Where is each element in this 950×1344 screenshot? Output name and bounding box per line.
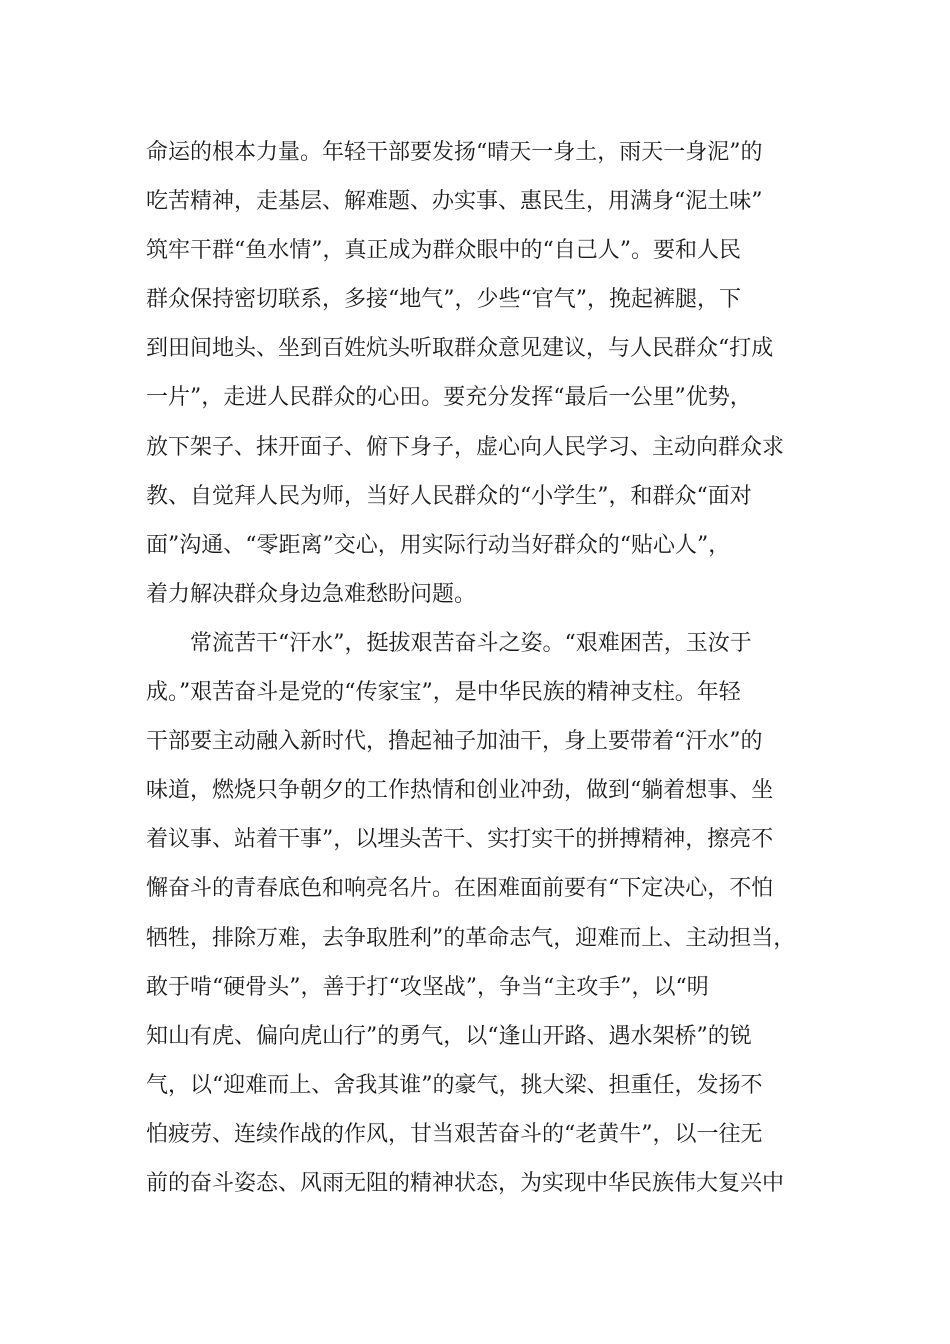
text-line: 命运的根本力量。年轻干部要发扬“晴天一身土，雨天一身泥”的: [146, 140, 763, 165]
text-line: 吃苦精神，走基层、解难题、办实事、惠民生，用满身“泥土味”: [146, 189, 763, 215]
paragraph: [146, 128, 826, 619]
text-line: 知山有虎、偏向虎山行”的勇气，以“逢山开路、遇水架桥”的锐: [146, 1023, 752, 1049]
text-line: 一片”，走进人民群众的心田。要充分发挥“最后一公里”优势，: [146, 385, 752, 411]
text-line: 成。”艰苦奋斗是党的“传家宝”，是中华民族的精神支柱。年轻: [146, 680, 741, 706]
text-line: 怕疲劳、连续作战的作风，甘当艰苦奋斗的“老黄牛”，以一往无: [146, 1121, 763, 1147]
text-line: 干部要主动融入新时代，撸起袖子加油干，身上要带着“汗水”的: [146, 729, 763, 755]
paragraph: [146, 619, 826, 1208]
text-line: 前的奋斗姿态、风雨无阻的精神状态，为实现中华民族伟大复兴中: [146, 1170, 785, 1196]
text-line: 气，以“迎难而上、舍我其谁”的豪气，挑大梁、担重任，发扬不: [146, 1072, 763, 1098]
text-line: 面”沟通、“零距离”交心，用实际行动当好群众的“贴心人”，: [146, 532, 731, 558]
text-line: 着议事、站着干事”，以埋头苦干、实打实干的拼搏精神，擦亮不: [146, 827, 774, 853]
text-line: 群众保持密切联系，多接“地气”，少些“官气”，挽起裤腿，下: [146, 287, 741, 313]
text-line: 教、自觉拜人民为师，当好人民群众的“小学生”，和群众“面对: [146, 483, 752, 509]
text-line: 到田间地头、坐到百姓炕头听取群众意见建议，与人民群众“打成: [146, 336, 774, 362]
text-line: 常流苦干“汗水”，挺拔艰苦奋斗之姿。“艰难困苦，玉汝于: [190, 630, 752, 656]
text-line: 筑牢干群“鱼水情”，真正成为群众眼中的“自己人”。要和人民: [146, 238, 741, 264]
text-line: 牺牲，排除万难，去争取胜利”的革命志气，迎难而上、主动担当，: [146, 925, 796, 951]
text-line: 敢于啃“硬骨头”，善于打“攻坚战”，争当“主攻手”，以“明: [146, 974, 709, 1000]
text-line: 味道，燃烧只争朝夕的工作热情和创业冲劲，做到“躺着想事、坐: [146, 778, 774, 804]
text-line: 懈奋斗的青春底色和响亮名片。在困难面前要有“下定决心，不怕: [146, 876, 774, 902]
text-line: 着力解决群众身边急难愁盼问题。: [146, 581, 477, 607]
text-line: 放下架子、抹开面子、俯下身子，虚心向人民学习、主动向群众求: [146, 434, 785, 460]
body-text: [146, 128, 826, 1208]
